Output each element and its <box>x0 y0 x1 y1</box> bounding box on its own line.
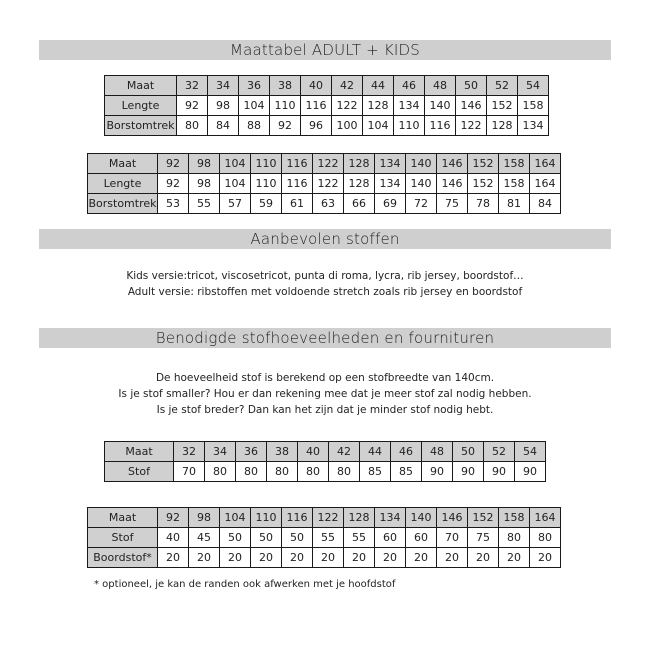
table-cell: 55 <box>344 528 375 548</box>
table-cell: 20 <box>406 548 437 568</box>
table-cell: 128 <box>487 116 518 136</box>
size-header-cell: 52 <box>484 442 515 462</box>
amounts-line-1: De hoeveelheid stof is berekend op een stofbreedte van 140cm. <box>155 372 495 384</box>
size-header-cell: 46 <box>394 76 425 96</box>
size-header-cell: 40 <box>298 442 329 462</box>
amounts-line-2: Is je stof smaller? Hou er dan rekening mee dat je meer stof zal nodig hebben. <box>118 388 532 400</box>
table-cell: 104 <box>363 116 394 136</box>
size-header-cell: 46 <box>391 442 422 462</box>
table-cell: 134 <box>518 116 549 136</box>
amounts-heading: Benodigde stofhoeveelheden en fournituren <box>39 328 611 348</box>
size-header-row <box>88 154 561 174</box>
table-cell: 60 <box>375 528 406 548</box>
table-cell: 20 <box>282 548 313 568</box>
table-cell: 60 <box>406 528 437 548</box>
size-header-cell: 128 <box>344 154 375 174</box>
fabrics-kids-text: Kids versie:tricot, viscosetricot, punta di roma, lycra, rib jersey, boordstof… <box>126 270 524 282</box>
table-cell: 53 <box>158 194 189 214</box>
size-header-cell: 134 <box>375 508 406 528</box>
table-cell: 61 <box>282 194 313 214</box>
size-header-cell: 42 <box>329 442 360 462</box>
table-cell: 69 <box>375 194 406 214</box>
size-header-cell: 146 <box>437 154 468 174</box>
table-cell: 100 <box>332 116 363 136</box>
table-cell: 20 <box>189 548 220 568</box>
table-cell: 110 <box>251 174 282 194</box>
table-cell: 85 <box>360 462 391 482</box>
table-cell: 116 <box>301 96 332 116</box>
table-row <box>105 96 549 116</box>
table-cell: 122 <box>313 174 344 194</box>
table-cell: 45 <box>189 528 220 548</box>
size-header-cell: 42 <box>332 76 363 96</box>
size-header-cell: 110 <box>251 508 282 528</box>
kids-size-table <box>87 153 561 214</box>
footnote: * optioneel, je kan de randen ook afwerken met je hoofdstof <box>94 579 396 590</box>
table-cell: 70 <box>174 462 205 482</box>
table-cell: 98 <box>189 174 220 194</box>
size-header-cell: 44 <box>360 442 391 462</box>
table-cell: 80 <box>177 116 208 136</box>
size-header-cell: 116 <box>282 508 313 528</box>
table-cell: 122 <box>332 96 363 116</box>
table-cell: 104 <box>220 174 251 194</box>
table-cell: 110 <box>394 116 425 136</box>
table-cell: 20 <box>344 548 375 568</box>
table-cell: 55 <box>313 528 344 548</box>
table-cell: 92 <box>177 96 208 116</box>
size-chart-heading: Maattabel ADULT + KIDS <box>39 40 611 60</box>
table-cell: 84 <box>208 116 239 136</box>
table-cell: 59 <box>251 194 282 214</box>
size-header-cell: 128 <box>344 508 375 528</box>
table-cell: 50 <box>251 528 282 548</box>
fabrics-heading: Aanbevolen stoffen <box>39 229 611 249</box>
size-header-cell: 32 <box>174 442 205 462</box>
size-header-cell: 158 <box>499 508 530 528</box>
table-cell: 80 <box>267 462 298 482</box>
size-header-row <box>105 442 546 462</box>
size-header-cell: 104 <box>220 508 251 528</box>
table-cell: 20 <box>468 548 499 568</box>
table-cell: 50 <box>282 528 313 548</box>
fabrics-adult-text: Adult versie: ribstoffen met voldoende stretch zoals rib jersey en boordstof <box>127 286 523 298</box>
row-label: Borstomtrek <box>88 194 158 214</box>
size-header-cell: 140 <box>406 508 437 528</box>
size-header-cell: 158 <box>499 154 530 174</box>
table-cell: 84 <box>530 194 561 214</box>
size-header-row <box>88 508 561 528</box>
size-header-cell: 110 <box>251 154 282 174</box>
table-cell: 158 <box>499 174 530 194</box>
size-header-cell: 48 <box>425 76 456 96</box>
kids-fabric-table <box>87 507 561 568</box>
size-header-cell: 122 <box>313 508 344 528</box>
table-cell: 88 <box>239 116 270 136</box>
table-cell: 63 <box>313 194 344 214</box>
size-header-cell: 98 <box>189 508 220 528</box>
table-cell: 90 <box>484 462 515 482</box>
table-cell: 80 <box>298 462 329 482</box>
table-row <box>88 174 561 194</box>
table-cell: 116 <box>282 174 313 194</box>
size-header-cell: 34 <box>208 76 239 96</box>
size-header-cell: 38 <box>267 442 298 462</box>
size-header-cell: 164 <box>530 154 561 174</box>
table-cell: 110 <box>270 96 301 116</box>
table-cell: 50 <box>220 528 251 548</box>
table-cell: 96 <box>301 116 332 136</box>
row-label: Lengte <box>88 174 158 194</box>
size-header-cell: 54 <box>515 442 546 462</box>
table-cell: 80 <box>236 462 267 482</box>
table-cell: 128 <box>363 96 394 116</box>
size-header-cell: 50 <box>456 76 487 96</box>
size-header-cell: 48 <box>422 442 453 462</box>
size-header-label: Maat <box>88 154 158 174</box>
table-cell: 20 <box>530 548 561 568</box>
table-cell: 72 <box>406 194 437 214</box>
table-cell: 152 <box>468 174 499 194</box>
row-label: Lengte <box>105 96 177 116</box>
row-label: Stof <box>105 462 174 482</box>
amounts-line-3: Is je stof breder? Dan kan het zijn dat je minder stof nodig hebt. <box>156 404 494 416</box>
table-cell: 70 <box>437 528 468 548</box>
size-header-cell: 98 <box>189 154 220 174</box>
size-header-cell: 164 <box>530 508 561 528</box>
size-header-cell: 116 <box>282 154 313 174</box>
table-cell: 78 <box>468 194 499 214</box>
table-cell: 152 <box>487 96 518 116</box>
table-cell: 55 <box>189 194 220 214</box>
size-header-cell: 32 <box>177 76 208 96</box>
table-cell: 57 <box>220 194 251 214</box>
table-cell: 140 <box>425 96 456 116</box>
table-cell: 80 <box>205 462 236 482</box>
table-cell: 66 <box>344 194 375 214</box>
size-header-cell: 34 <box>205 442 236 462</box>
table-cell: 85 <box>391 462 422 482</box>
table-cell: 20 <box>158 548 189 568</box>
size-header-cell: 44 <box>363 76 394 96</box>
size-header-cell: 146 <box>437 508 468 528</box>
table-cell: 134 <box>394 96 425 116</box>
adult-fabric-table <box>104 441 546 482</box>
table-cell: 164 <box>530 174 561 194</box>
table-cell: 140 <box>406 174 437 194</box>
size-header-cell: 40 <box>301 76 332 96</box>
table-cell: 75 <box>468 528 499 548</box>
table-cell: 20 <box>313 548 344 568</box>
size-header-label: Maat <box>105 442 174 462</box>
size-header-label: Maat <box>88 508 158 528</box>
table-cell: 116 <box>425 116 456 136</box>
size-header-cell: 36 <box>239 76 270 96</box>
table-cell: 80 <box>530 528 561 548</box>
table-cell: 158 <box>518 96 549 116</box>
table-row <box>105 462 546 482</box>
table-cell: 92 <box>270 116 301 136</box>
table-cell: 146 <box>437 174 468 194</box>
table-cell: 90 <box>422 462 453 482</box>
table-cell: 92 <box>158 174 189 194</box>
size-header-row <box>105 76 549 96</box>
table-cell: 40 <box>158 528 189 548</box>
size-header-label: Maat <box>105 76 177 96</box>
table-cell: 20 <box>375 548 406 568</box>
table-cell: 128 <box>344 174 375 194</box>
table-row <box>88 548 561 568</box>
size-header-cell: 134 <box>375 154 406 174</box>
adult-size-table <box>104 75 549 136</box>
size-header-cell: 122 <box>313 154 344 174</box>
table-cell: 80 <box>499 528 530 548</box>
table-cell: 20 <box>499 548 530 568</box>
size-header-cell: 140 <box>406 154 437 174</box>
size-header-cell: 54 <box>518 76 549 96</box>
table-cell: 75 <box>437 194 468 214</box>
table-row <box>88 194 561 214</box>
table-cell: 122 <box>456 116 487 136</box>
size-header-cell: 92 <box>158 154 189 174</box>
size-header-cell: 92 <box>158 508 189 528</box>
table-cell: 90 <box>453 462 484 482</box>
table-row <box>88 528 561 548</box>
size-header-cell: 52 <box>487 76 518 96</box>
table-cell: 20 <box>437 548 468 568</box>
size-header-cell: 104 <box>220 154 251 174</box>
table-cell: 20 <box>220 548 251 568</box>
table-cell: 98 <box>208 96 239 116</box>
row-label: Boordstof* <box>88 548 158 568</box>
table-cell: 20 <box>251 548 282 568</box>
table-cell: 104 <box>239 96 270 116</box>
size-header-cell: 38 <box>270 76 301 96</box>
table-cell: 80 <box>329 462 360 482</box>
size-header-cell: 152 <box>468 508 499 528</box>
row-label: Borstomtrek <box>105 116 177 136</box>
table-cell: 134 <box>375 174 406 194</box>
table-cell: 81 <box>499 194 530 214</box>
size-header-cell: 152 <box>468 154 499 174</box>
size-header-cell: 36 <box>236 442 267 462</box>
size-header-cell: 50 <box>453 442 484 462</box>
row-label: Stof <box>88 528 158 548</box>
table-row <box>105 116 549 136</box>
table-cell: 146 <box>456 96 487 116</box>
table-cell: 90 <box>515 462 546 482</box>
